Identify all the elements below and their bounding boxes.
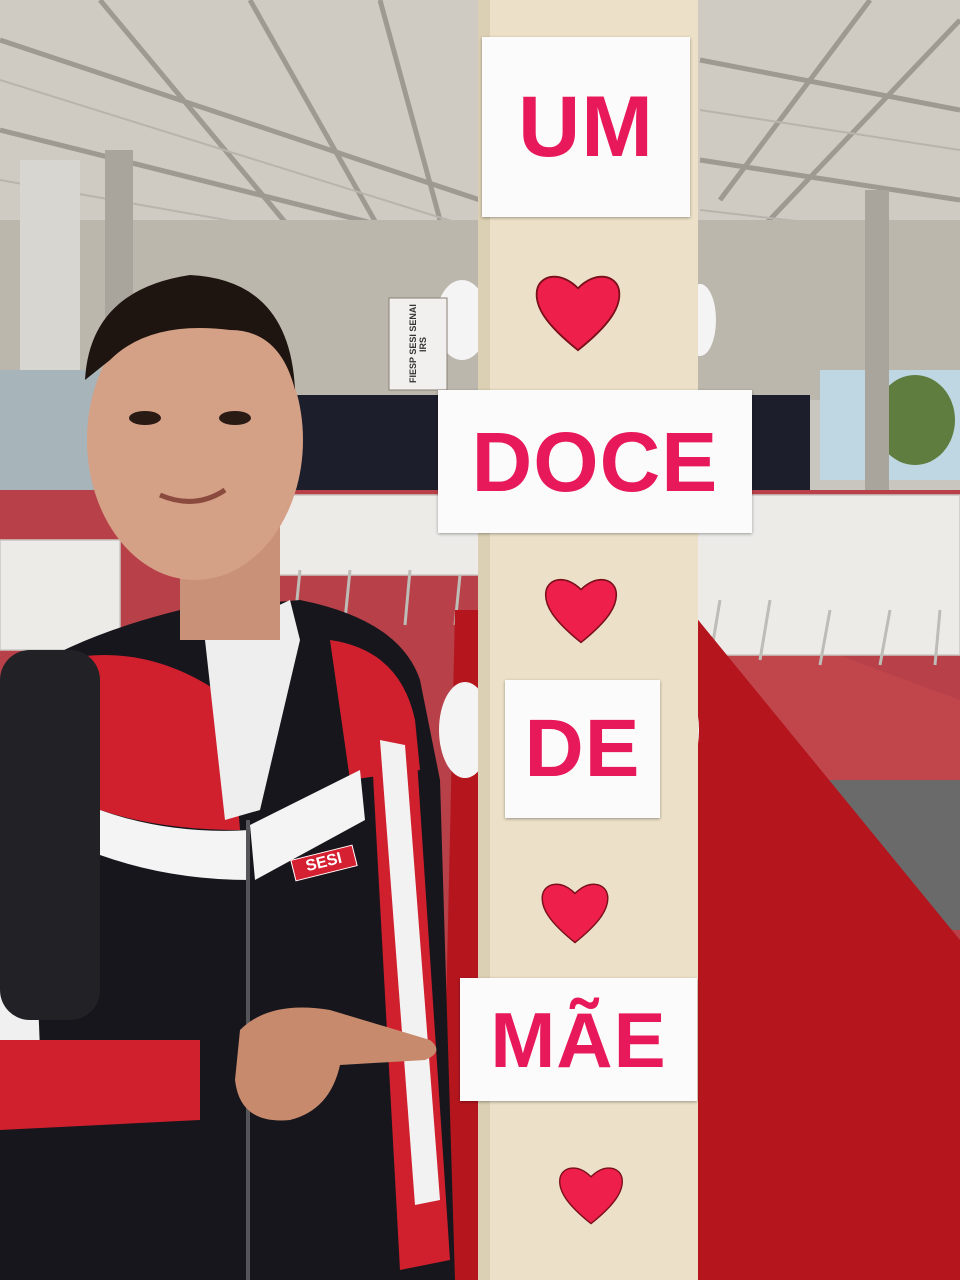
sign-word-doce: DOCE: [438, 390, 752, 533]
eye-left: [129, 411, 161, 425]
jacket-logo: SESI: [290, 845, 357, 882]
column: [865, 190, 889, 510]
heart-icon: [553, 1163, 629, 1225]
sign-word-de: DE: [505, 680, 660, 818]
banner-text: FIESP SESI SENAI IRS: [408, 304, 428, 384]
heart-icon: [532, 270, 624, 352]
backpack-strap: [0, 650, 100, 1020]
window-left: [20, 160, 80, 400]
eye-right: [219, 411, 251, 425]
sleeve-red: [0, 1040, 200, 1130]
heart-icon: [535, 879, 615, 944]
sign-word-mae: MÃE: [460, 978, 697, 1101]
sign-word-um: UM: [482, 37, 690, 217]
heart-icon: [538, 574, 624, 644]
